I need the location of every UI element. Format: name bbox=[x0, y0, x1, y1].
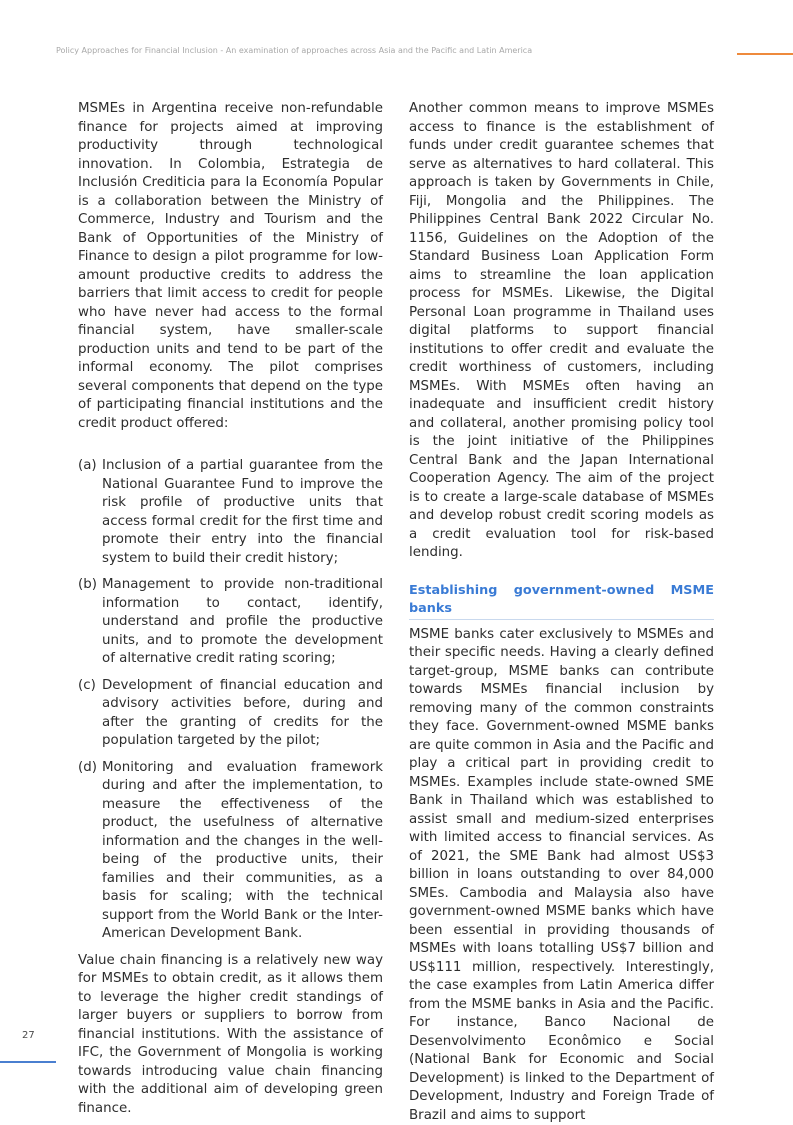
footer-accent-rule bbox=[0, 1061, 56, 1063]
list-text: Inclusion of a partial guarantee from the National Guarantee Fund to improve the risk profile of productive units that access formal credit for the first time and promote their entry into the financial system to build their credit history; bbox=[102, 457, 383, 568]
list-item bbox=[78, 677, 383, 751]
list-label: (a) bbox=[78, 457, 102, 568]
list-text: Monitoring and evaluation framework during and after the implementation, to measure the effectiveness of the product, the usefulness of alternative information and the changes in the well-being of the productive units, their families and their communities, as a basis for scaling; with the technical support from the World Bank or the Inter-American Development Bank. bbox=[102, 759, 383, 944]
paragraph-gap bbox=[78, 433, 383, 445]
list-label: (d) bbox=[78, 759, 102, 944]
page-number: 27 bbox=[22, 1030, 35, 1041]
list-item bbox=[78, 759, 383, 944]
paragraph-gap bbox=[78, 445, 383, 457]
list-label: (c) bbox=[78, 677, 102, 751]
left-column bbox=[78, 100, 383, 1118]
list-label: (b) bbox=[78, 576, 102, 669]
list-item bbox=[78, 457, 383, 568]
running-header: Policy Approaches for Financial Inclusion - An examination of approaches across Asia and the Pacific and Latin America bbox=[56, 46, 696, 55]
list-text: Development of financial education and advisory activities before, during and after the granting of credits for the population targeted by the pilot; bbox=[102, 677, 383, 751]
header-accent-rule bbox=[737, 53, 793, 55]
intro-paragraph: MSMEs in Argentina receive non-refundable finance for projects aimed at improving productivity through technological innovation. In Colombia, Estrategia de Inclusión Crediticia para la Economía Popular is a collaboration between the Ministry of Commerce, Industry and Tourism and the Bank of Opportunities of the Ministry of Finance to design a pilot programme for low-amount productive credits to address the barriers that limit access to credit for people who have never had access to the formal financial system, have smaller-scale production units and tend to be part of the informal economy. The pilot comprises several components that depend on the type of participating financial institutions and the credit product offered: bbox=[78, 100, 383, 433]
closing-paragraph: Value chain financing is a relatively new way for MSMEs to obtain credit, as it allows them to leverage the higher credit standings of larger buyers or suppliers to borrow from financial institutions. With the assistance of IFC, the Government of Mongolia is working towards introducing value chain financing with the additional aim of developing green finance. bbox=[78, 952, 383, 1119]
right-column bbox=[409, 100, 714, 1125]
section-heading: Establishing government-owned MSME banks bbox=[409, 582, 714, 620]
credit-guarantee-paragraph: Another common means to improve MSMEs access to finance is the establishment of funds under credit guarantee schemes that serve as alternatives to hard collateral. This approach is taken by Governments in Chile, Fiji, Mongolia and the Philippines. The Philippines Central Bank 2022 Circular No. 1156, Guidelines on the Adoption of the Standard Business Loan Application Form aims to streamline the loan application process for MSMEs. Likewise, the Digital Personal Loan programme in Thailand uses digital platforms to support financial institutions to offer credit and evaluate the credit worthiness of customers, including MSMEs. With MSMEs often having an inadequate and insufficient credit history and collateral, another promising policy tool is the joint initiative of the Philippines Central Bank and the Japan International Cooperation Agency. The aim of the project is to create a large-scale database of MSMEs and develop robust credit scoring models as a credit evaluation tool for risk-based lending. bbox=[409, 100, 714, 563]
list-item bbox=[78, 576, 383, 669]
list-text: Management to provide non-traditional information to contact, identify, understand and profile the productive units, and to promote the development of alternative credit rating scoring; bbox=[102, 576, 383, 669]
msme-banks-paragraph: MSME banks cater exclusively to MSMEs and their specific needs. Having a clearly defined target-group, MSME banks can contribute towards MSMEs financial inclusion by removing many of the common constraints they face. Government-owned MSME banks are quite common in Asia and the Pacific and play a critical part in providing credit to MSMEs. Examples include state-owned SME Bank in Thailand which was established to assist small and medium-sized enterprises with limited access to financial services. As of 2021, the SME Bank had almost US$3 billion in loans outstanding to over 84,000 SMEs. Cambodia and Malaysia also have government-owned MSME banks which have been essential in providing thousands of MSMEs with loans totalling US$7 billion and US$111 million, respectively. Interestingly, the case examples from Latin America differ from the MSME banks in Asia and the Pacific. For instance, Banco Nacional de Desenvolvimento Econômico e Social (National Bank for Economic and Social Development) is linked to the Department of Development, Industry and Foreign Trade of Brazil and aims to support bbox=[409, 626, 714, 1125]
